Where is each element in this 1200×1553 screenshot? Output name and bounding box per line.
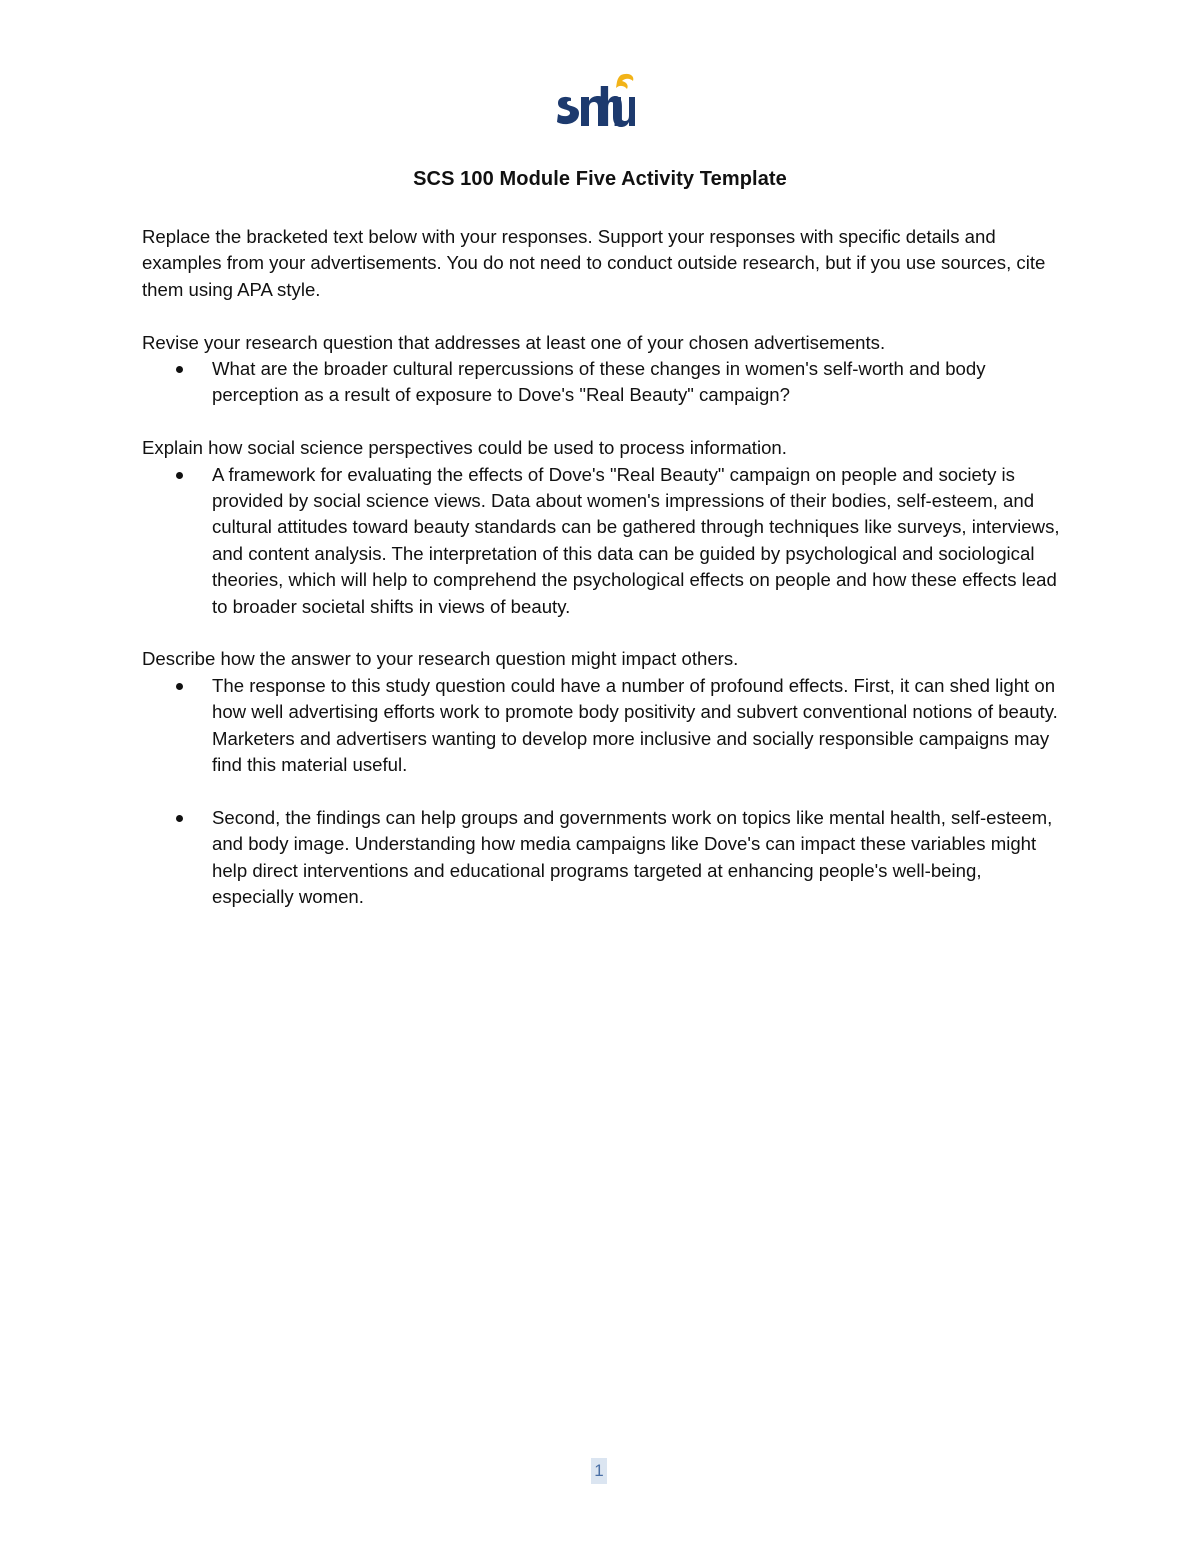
page-number: 1: [591, 1458, 607, 1484]
bullet-icon: [176, 815, 183, 822]
bullet-text: Second, the findings can help groups and governments work on topics like mental health, self-esteem, and body image. Understanding how media campaigns like Dove's can impact these variables might help direct interventions and educational programs targeted at enhancing people's well-being, especially women.: [212, 806, 1053, 908]
intro-paragraph: Replace the bracketed text below with your responses. Support your responses with specific details and examples from your advertisements. You do not need to conduct outside research, but if you use sources, cite them using APA style.: [142, 226, 1046, 300]
list-item: [142, 673, 1062, 779]
bullet-text: What are the broader cultural repercussions of these changes in women's self-worth and body perception as a result of exposure to Dove's "Real Beauty" campaign?: [212, 358, 986, 406]
list-item: [142, 356, 1062, 409]
bullet-icon: [176, 472, 183, 479]
bullet-text: A framework for evaluating the effects of Dove's "Real Beauty" campaign on people and society is provided by social science views. Data about women's impressions of their bodies, self-esteem, and cultural attitudes toward beauty standards can be gathered through techniques like surveys, interviews, and content analysis. The interpretation of this data can be guided by psychological and sociological theories, which will help to comprehend the psychological effects on people and how these effects lead to broader societal shifts in views of beauty.: [212, 463, 1060, 617]
bullet-list: [142, 356, 1062, 409]
bullet-icon: [176, 683, 183, 690]
section-prompt: Describe how the answer to your research question might impact others.: [142, 648, 739, 670]
list-item: [142, 805, 1062, 911]
bullet-text: The response to this study question could have a number of profound effects. First, it can shed light on how well advertising efforts work to promote body positivity and subvert conventional notions of beauty. Marketers and advertisers wanting to develop more inclusive and socially responsible campaigns may find this material useful.: [212, 674, 1058, 776]
document-title: SCS 100 Module Five Activity Template: [413, 168, 787, 190]
snhu-logo: [555, 72, 639, 134]
bullet-list: [142, 673, 1062, 911]
snhu-logo-graphic: [555, 72, 639, 134]
bullet-list: [142, 462, 1062, 620]
section-prompt: Revise your research question that addresses at least one of your chosen advertisements.: [142, 331, 886, 353]
document-body: [142, 224, 1062, 911]
bullet-icon: [176, 366, 183, 373]
flame-icon: [616, 74, 633, 89]
list-item: [142, 462, 1062, 620]
section-prompt: Explain how social science perspectives could be used to process information.: [142, 437, 787, 459]
